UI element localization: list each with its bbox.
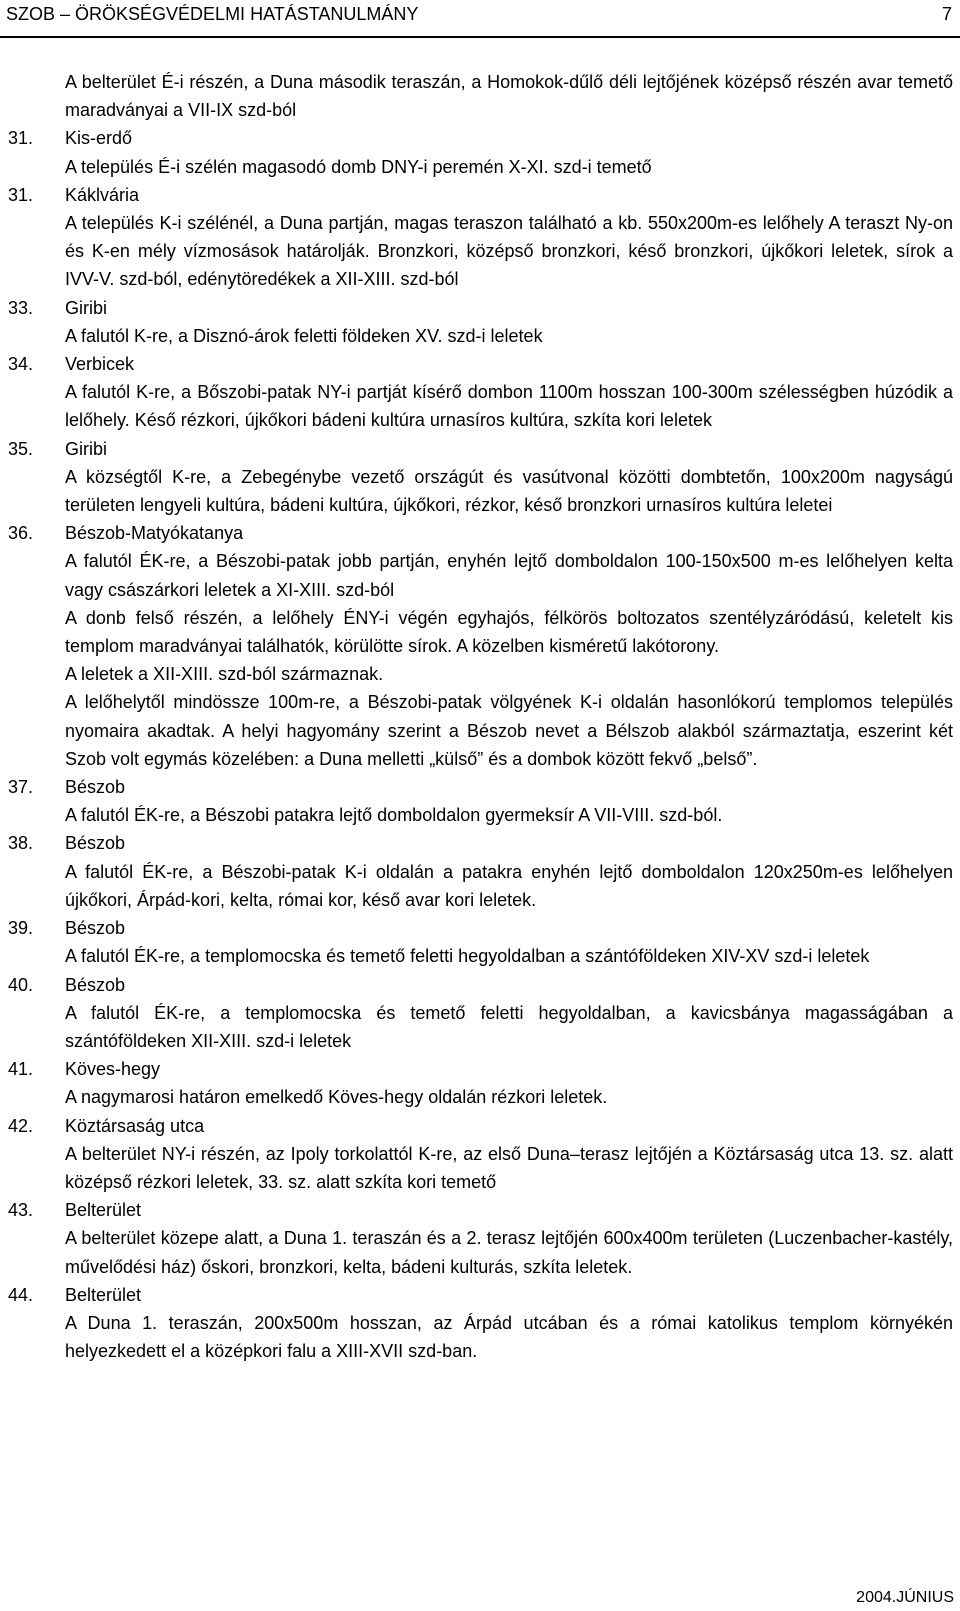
site-description: A Duna 1. teraszán, 200x500m hosszan, az Árpád utcában és a római katolikus templom környékén helyezkedett el a középkori falu a XIII-XVII szd-ban.: [65, 1312, 953, 1362]
site-entry: [8, 773, 953, 829]
site-number: 36.: [8, 523, 34, 544]
site-number: 44.: [8, 1284, 34, 1305]
site-title: Bészob-Matyókatanya: [65, 523, 244, 544]
site-title: Bészob: [65, 777, 126, 798]
site-description: A település K-i szélénél, a Duna partján, magas teraszon található a kb. 550x200m-es lelőhely A teraszt Ny-on és K-en mély vízmosások határolják. Bronzkori, középső bronzkori, késő bronzkori, újkőkori leletek, sírok a IVV-V. szd-ból, edénytöredékek a XII-XIII. szd-ból: [65, 213, 953, 290]
site-title: Kis-erdő: [65, 128, 133, 149]
site-description: A falutól ÉK-re, a Bészobi patakra lejtő domboldalon gyermeksír A VII-VIII. szd-ból.: [65, 805, 723, 826]
site-description: A falutól ÉK-re, a Bészobi-patak jobb partján, enyhén lejtő domboldalon 100-150x500 m-es lelőhelyen kelta vagy császárkori leletek a XI-XIII. szd-ból: [65, 551, 953, 600]
site-number: 39.: [8, 918, 34, 939]
site-title: Belterület: [65, 1284, 142, 1305]
site-number: 34.: [8, 354, 34, 375]
site-number: 40.: [8, 974, 34, 995]
site-description: A falutól ÉK-re, a templomocska és temető feletti hegyoldalban, a kavicsbánya magasságában a szántóföldeken XII-XIII. szd-i leletek: [65, 1002, 953, 1051]
site-number: 43.: [8, 1200, 34, 1221]
site-description: A falutól ÉK-re, a templomocska és temető feletti hegyoldalban a szántóföldeken XIV-XV szd-i leletek: [65, 946, 870, 967]
site-number: 41.: [8, 1059, 34, 1080]
site-entry: [8, 971, 953, 1056]
site-entry: [8, 1196, 953, 1281]
site-number: 33.: [8, 297, 34, 318]
site-entry: [8, 1055, 953, 1111]
site-entry: [8, 435, 953, 520]
footer-date: 2004.JÚNIUS: [856, 1589, 954, 1606]
site-description: A nagymarosi határon emelkedő Köves-hegy oldalán rézkori leletek.: [65, 1087, 608, 1108]
site-title: Giribi: [65, 438, 108, 459]
site-number: 31.: [8, 128, 34, 149]
site-number: 38.: [8, 833, 34, 854]
site-description: A községtől K-re, a Zebegénybe vezető országút és vasútvonal közötti dombtetőn, 100x200m nagyságú területen lengyeli kultúra, bádeni kultúra, újkőkori, rézkor, késő bronzkori urnasíros kultúra leletei: [65, 466, 953, 516]
site-entry: [8, 181, 953, 294]
site-description: A donb felső részén, a lelőhely ÉNY-i végén egyhajós, félkörös boltozatos szentélyzáródású, keletelt kis templom maradványai találhatók, körülötte sírok. A közelben kisméretű lakótorony.: [65, 607, 953, 657]
site-entry: [8, 350, 953, 435]
site-entry: [8, 294, 953, 350]
site-entry: [8, 519, 953, 773]
site-description: A belterület közepe alatt, a Duna 1. teraszán és a 2. terasz lejtőjén 600x400m területen (Luczenbacher-kastély, művelődési ház) őskori, bronzkori, kelta, bádeni kulturás, szkíta leletek.: [65, 1228, 953, 1277]
site-entry: [8, 914, 953, 970]
site-entry: [8, 1112, 953, 1197]
site-description: A falutól K-re, a Bőszobi-patak NY-i partját kísérő dombon 1100m hosszan 100-300m szélességben húzódik a lelőhely. Késő rézkori, újkőkori bádeni kultúra urnasíros kultúra, szkíta kori leletek: [65, 382, 953, 431]
site-number: 37.: [8, 777, 34, 798]
site-list: [8, 124, 953, 1365]
site-entry: [8, 124, 953, 180]
intro-paragraph: A belterület É-i részén, a Duna második teraszán, a Homokok-dűlő déli lejtőjének középső részén avar temető maradványai a VII-IX szd-ból: [65, 72, 953, 121]
site-title: Bészob: [65, 918, 126, 939]
document-title: SZOB – ÖRÖKSÉGVÉDELMI HATÁSTANULMÁNY: [6, 4, 419, 24]
document-body: [8, 68, 953, 1365]
page-header: [0, 0, 960, 38]
site-description: A belterület NY-i részén, az Ipoly torkolattól K-re, az első Duna–terasz lejtőjén a Köztársaság utca 13. sz. alatt középső rézkori leletek, 33. sz. alatt szkíta kori temető: [65, 1143, 953, 1192]
site-description: A lelőhelytől mindössze 100m-re, a Bészobi-patak völgyének K-i oldalán hasonlókorú templomos település nyomaira akadtak. A helyi hagyomány szerint a Bészob nevet a Bélszob alakból származtatja, eszerint két Szob volt egymás közelében: a Duna melletti „külső” és a dombok között fekvő „belső”.: [65, 692, 953, 769]
site-description: A falutól K-re, a Disznó-árok feletti földeken XV. szd-i leletek: [65, 325, 543, 346]
site-entry: [8, 1281, 953, 1366]
page-number: 7: [941, 4, 952, 24]
site-number: 35.: [8, 438, 34, 459]
site-entry: [8, 829, 953, 914]
site-title: Káklvária: [65, 184, 140, 205]
site-number: 31.: [8, 184, 34, 205]
site-title: Belterület: [65, 1200, 142, 1221]
site-number: 42.: [8, 1115, 34, 1136]
site-description: A falutól ÉK-re, a Bészobi-patak K-i oldalán a patakra enyhén lejtő domboldalon 120x250m-es lelőhelyen újkőkori, Árpád-kori, kelta, római kor, késő avar kori leletek.: [65, 861, 953, 910]
site-title: Verbicek: [65, 354, 135, 375]
site-title: Bészob: [65, 833, 126, 854]
site-title: Köztársaság utca: [65, 1115, 205, 1136]
site-description: A leletek a XII-XIII. szd-ból származnak.: [65, 664, 384, 685]
site-description: A település É-i szélén magasodó domb DNY-i peremén X-XI. szd-i temető: [65, 156, 652, 177]
site-title: Bészob: [65, 974, 126, 995]
site-title: Giribi: [65, 297, 108, 318]
site-title: Köves-hegy: [65, 1059, 161, 1080]
